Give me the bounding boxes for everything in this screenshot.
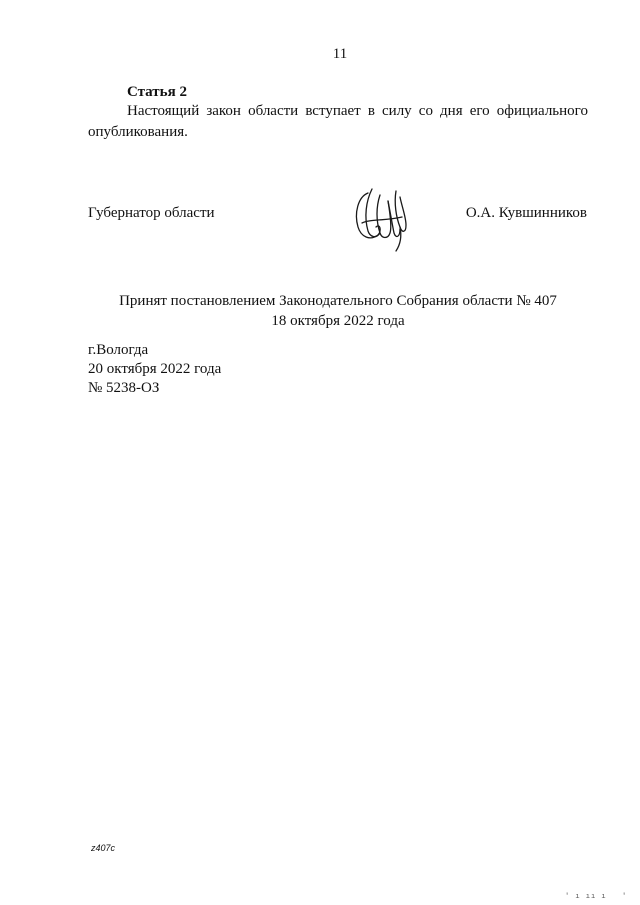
place-date-number-block [88, 341, 221, 398]
word: в [367, 103, 375, 119]
scan-marks: ' ı ıı ı [565, 893, 607, 901]
word: силу [382, 103, 412, 119]
word: официального [496, 103, 588, 119]
law-number: № 5238-ОЗ [88, 380, 160, 396]
word: Настоящий [127, 103, 200, 119]
signatory-name: О.А. Кувшинников [465, 205, 587, 221]
word: области [248, 103, 299, 119]
handwritten-signature [350, 183, 412, 255]
word: закон [206, 103, 241, 119]
city: г.Вологда [88, 342, 149, 358]
signatory-position: Губернатор области [88, 205, 215, 221]
article-text-line-2: опубликования. [88, 124, 188, 140]
article-body [88, 101, 588, 143]
scan-mark-right: ' [622, 893, 627, 901]
signing-date: 20 октября 2022 года [88, 361, 222, 377]
word: вступает [305, 103, 361, 119]
word: его [469, 103, 490, 119]
adoption-line-1: Принят постановлением Законодательного Собрания области № 407 [119, 293, 557, 309]
document-code: z407c [91, 843, 116, 853]
article-title: Статья 2 [127, 84, 187, 100]
adoption-statement [88, 291, 588, 331]
word: дня [440, 103, 463, 119]
adoption-date: 18 октября 2022 года [271, 313, 405, 329]
word: со [418, 103, 433, 119]
page-number: 11 [332, 46, 348, 62]
article-text-line-1 [88, 101, 588, 122]
